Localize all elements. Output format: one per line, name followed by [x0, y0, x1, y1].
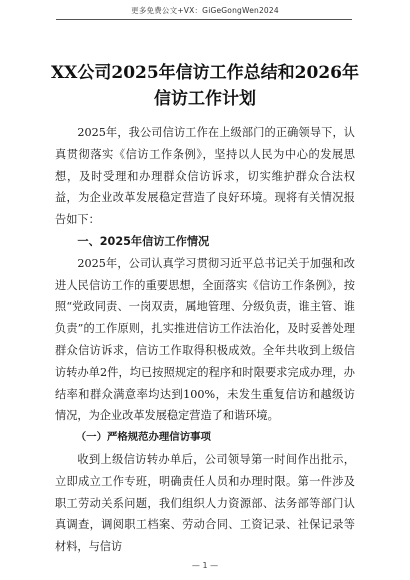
title-line-1: XX公司2025年信访工作总结和2026年: [50, 63, 359, 83]
header-divider: [56, 19, 352, 20]
title-line-2: 信访工作计划: [154, 89, 256, 109]
section-heading-1: 一、2025年信访工作情况: [77, 234, 210, 248]
subsection-1-paragraph: 收到上级信访转办单后，公司领导第一时间作出批示，立即成立工作专班，明确责任人员和办理时限。第一件涉及职工劳动关系问题，我们组织人力资源部、法务部等部门认真调查，调阅职工档案、劳动合同、工资记录、社保记录等材料，与信访: [55, 452, 355, 554]
header-note: 更多免费公文+VX：GiGeGongWen2024: [131, 6, 279, 15]
document-title: [40, 60, 370, 112]
subsection-heading-1: （一）严格规范办理信访事项: [75, 431, 211, 444]
page-number: — 1 —: [191, 561, 219, 570]
intro-paragraph: 2025年，我公司信访工作在上级部门的正确领导下，认真贯彻落实《信访工作条例》，坚持以人民为中心的发展思想，及时受理和办理群众信访诉求，切实维护群众合法权益，为企业改革发展稳定营造了良好环境。现将有关情况报告如下：: [55, 126, 355, 227]
document-body: [55, 122, 355, 558]
section-1-paragraph: 2025年，公司认真学习贯彻习近平总书记关于加强和改进人民信访工作的重要思想，全面落实《信访工作条例》，按照“党政同责、一岗双责，属地管理、分级负责，谁主管、谁负责”的工作原则，扎实推进信访工作法治化，及时妥善处理群众信访诉求，信访工作取得积极成效。全年共收到上级信访转办单2件，均已按照规定的程序和时限要求完成办理，办结率和群众满意率均达到100%，未发生重复信访和越级访情况，为企业改革发展稳定营造了和谐环境。: [55, 256, 355, 423]
